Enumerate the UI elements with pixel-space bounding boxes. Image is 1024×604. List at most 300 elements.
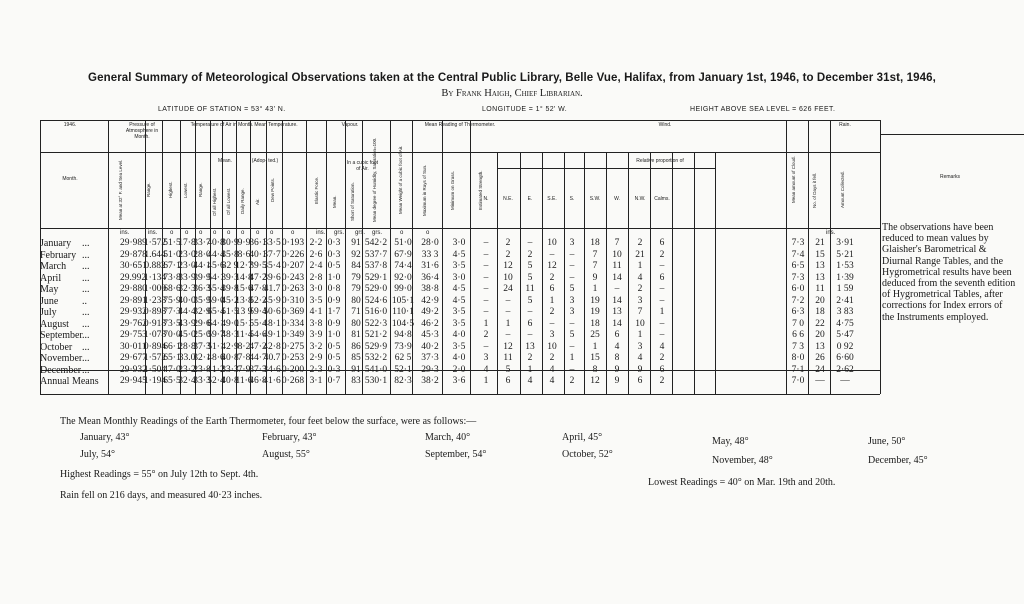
table-cell: – [483, 272, 489, 283]
table-cell: 1·572 [143, 353, 167, 363]
table-cell: 29.992 [120, 272, 147, 283]
table-cell: 51·0 [163, 249, 181, 260]
table-cell: 3·1 [309, 376, 323, 386]
table-cell: 0·207 [281, 261, 305, 271]
table-cell: 110·1 [392, 307, 414, 317]
table-cell: 0·5 [327, 341, 341, 352]
table-cell: 51·0 [394, 238, 412, 248]
table-cell: 14 [612, 295, 622, 306]
month-header: Month. [62, 176, 78, 182]
table-cell: 7·4 [791, 249, 805, 260]
table-cell: 4 [483, 364, 489, 375]
table-cell: 37·3 [249, 364, 267, 375]
table-cell: 29·753 [120, 330, 147, 340]
table-cell: 6·60 [836, 353, 854, 363]
table-cell: 29·989 [120, 238, 147, 248]
table-cell: 49·0 [221, 318, 239, 329]
table-cell: 49·1 [263, 330, 281, 340]
table-cell: 7·9 [237, 364, 251, 375]
row-label: October [40, 341, 73, 353]
row-label: December [40, 364, 82, 376]
row-label: February [40, 249, 77, 261]
table-cell: 10 [503, 272, 513, 283]
unit-label: ins. [120, 230, 130, 236]
relative-header: Relative proportion of [636, 158, 684, 164]
table-cell: 28·8 [178, 341, 196, 352]
table-cell: 73·5 [163, 318, 181, 329]
table-cell: 10 [612, 249, 622, 260]
table-cell: 33·3 [221, 364, 239, 375]
row-dots: ... [82, 249, 90, 261]
table-cell: 41·2 [207, 364, 225, 375]
table-cell: 7·2 [791, 295, 805, 306]
table-cell: 4·1 [309, 307, 323, 317]
unit-label: o [256, 230, 260, 236]
unit-label: grs. [334, 230, 345, 236]
row-label: June [40, 295, 59, 307]
unit-label: grs. [372, 230, 383, 236]
table-cell: 13 [815, 272, 825, 283]
table-cell: 26 [815, 353, 825, 363]
table-cell: 2·2 [309, 238, 323, 248]
table-cell: – [505, 295, 511, 306]
table-cell: 79 [351, 272, 361, 283]
table-cell: 25 [590, 330, 600, 340]
table-cell: 19 [590, 307, 600, 317]
table-cell: 0.882 [144, 261, 166, 271]
table-cell: 48·6 [207, 353, 225, 363]
table-cell: 1.644 [144, 249, 166, 260]
table-cell: 529·1 [364, 272, 388, 283]
earth-jun: June, 50° [868, 436, 906, 447]
table-cell: 80 [351, 318, 361, 329]
table-cell: 85 [351, 353, 361, 363]
table-cell: 1·194 [143, 376, 167, 386]
table-cell: 79 [351, 284, 361, 294]
table-cell: – [483, 307, 489, 317]
table-cell: 42·8 [263, 341, 281, 352]
table-cell: 7 0 [792, 318, 804, 329]
table-cell: 0·894 [143, 341, 167, 352]
year-header: 1946. [63, 122, 77, 128]
table-cell: – [483, 284, 489, 294]
table-cell: 4·5 [452, 249, 466, 260]
table-cell: 50·6 [263, 307, 281, 317]
table-cell: 65·4 [207, 307, 225, 317]
unit-label: o [400, 230, 404, 236]
table-cell: 1 [659, 307, 665, 317]
table-cell: 39·5 [249, 261, 267, 271]
table-cell: 2·9 [309, 353, 323, 363]
table-cell: 6 [659, 364, 665, 375]
rain-amount-header: Amount Collected. [840, 171, 845, 209]
table-cell: – [659, 330, 665, 340]
table-cell: 1 [483, 318, 489, 329]
adopted-header: (Adop- ted.) [251, 158, 279, 164]
table-cell: 0·243 [281, 272, 305, 283]
table-cell: 77·3 [163, 307, 181, 317]
table-cell: 537·8 [364, 261, 388, 271]
table-cell: 0·193 [281, 238, 305, 248]
table-cell: 6·5 [791, 261, 805, 271]
table-cell: 46·8 [249, 376, 267, 386]
table-cell: 75·9 [163, 295, 181, 306]
table-cell: 1·0 [327, 272, 341, 283]
table-cell: 52·4 [207, 376, 225, 386]
table-cell: 13·8 [235, 295, 253, 306]
table-cell: – [569, 364, 575, 375]
table-cell: 37·7 [263, 249, 281, 260]
lowest-reading: Lowest Readings = 40° on Mar. 19th and 20th. [648, 477, 836, 488]
table-cell: 4 [659, 341, 665, 352]
table-cell: 34·6 [263, 364, 281, 375]
table-cell: 12 [503, 341, 513, 352]
table-cell: 19 [590, 295, 600, 306]
earth-aug: August, 55° [262, 449, 310, 460]
table-cell: 11 [525, 284, 535, 294]
table-cell: 40·2 [421, 341, 439, 352]
table-cell: 1 [569, 353, 575, 363]
row-dots: ... [82, 307, 90, 318]
row-dots: ... [82, 330, 90, 341]
table-cell: 5 [527, 261, 533, 271]
table-cell: 32·3 [178, 284, 196, 294]
table-cell: 52·2 [249, 295, 267, 306]
table-cell: 91 [351, 238, 361, 248]
table-cell: 24 [503, 284, 513, 294]
table-cell: 5 [527, 272, 533, 283]
table-cell: 45·9 [263, 295, 281, 306]
table-cell: 9 [637, 364, 643, 375]
table-cell: 39·3 [221, 272, 239, 283]
table-cell: 0·5 [327, 353, 341, 363]
table-cell: 5 [505, 364, 511, 375]
table-cell: – [569, 318, 575, 329]
table-cell: 12 [590, 376, 600, 386]
vapour-header: Vapour. [341, 122, 359, 128]
table-cell: 1 [483, 376, 489, 386]
table-cell: 17·8 [178, 238, 196, 248]
table-cell: 1 [527, 364, 533, 375]
unit-label: o [270, 230, 274, 236]
table-cell: 36·1 [249, 238, 267, 248]
table-cell: 15 [815, 249, 825, 260]
unit-label: o [170, 230, 174, 236]
table-cell: 2·3 [309, 364, 323, 375]
table-cell: 35·4 [263, 261, 281, 271]
table-cell: 2 [483, 330, 489, 340]
table-cell: 21 [815, 238, 825, 248]
table-cell: 40·8 [221, 353, 239, 363]
table-cell: 45·6 [207, 261, 225, 271]
table-cell: 40·0 [178, 295, 196, 306]
table-cell: – [483, 249, 489, 260]
table-cell: 47·0 [163, 364, 181, 375]
table-cell: 64·1 [207, 318, 225, 329]
table-cell: 6·0 [791, 284, 805, 294]
row-label: November [40, 353, 83, 364]
table-cell: 105·1 [391, 295, 415, 306]
table-cell: 23·2 [178, 364, 196, 375]
table-cell: 13 9 [235, 307, 253, 317]
table-cell: 6 [659, 272, 665, 283]
table-cell: 24 [815, 364, 825, 375]
table-cell: 67·1 [163, 261, 181, 271]
daily-range-header: Daily Range. [240, 188, 245, 215]
table-cell: 4 [637, 353, 643, 363]
table-cell: 38·8 [421, 284, 439, 294]
row-dots: ... [82, 284, 90, 295]
row-label: July [40, 307, 57, 318]
table-cell: 0·898 [143, 307, 167, 317]
table-cell: 9·9 [237, 238, 251, 248]
table-cell: 33.0 [178, 353, 196, 363]
earth-jul: July, 54° [80, 449, 116, 460]
range-header: Range. [198, 182, 203, 198]
table-cell: 2·6 [309, 249, 323, 260]
table-cell: 11 [503, 353, 513, 363]
remarks-text: The observations have been reduced to mean values by Glaisher's Barometrical & Diurnal Range Tables, and the Hygrometrical results have been deduced from the seventh edition of Hygrometrical Tables, after corrections for Index errors of the Instruments employed. [882, 222, 1016, 323]
table-cell: 0·3 [327, 238, 341, 248]
table-cell: 51·5 [221, 307, 239, 317]
table-cell: 3 [483, 353, 489, 363]
table-cell: 529·9 [364, 341, 388, 352]
table-cell: 91 [351, 364, 361, 375]
table-cell: 104·5 [391, 318, 415, 329]
temp-header: Temperature of Air in Month. [190, 122, 254, 128]
table-cell: – [483, 238, 489, 248]
table-cell: 73·9 [394, 341, 412, 352]
cubic-header: In a cubic foot of Air. [346, 160, 379, 172]
table-cell: 36·3 [193, 284, 211, 294]
table-cell: 7·1 [791, 364, 805, 375]
table-cell: 47·8 [249, 284, 267, 294]
row-label: May [40, 284, 59, 295]
table-cell: 23·8 [193, 364, 211, 375]
table-cell: – [483, 341, 489, 352]
table-cell: 30·011 [120, 341, 147, 352]
table-cell: 9 [614, 376, 620, 386]
table-cell: 3·8 [309, 318, 323, 329]
table-cell: 3·0 [452, 272, 466, 283]
table-cell: 82·3 [394, 376, 412, 386]
table-cell: 1·504 [143, 364, 167, 375]
earth-intro: The Mean Monthly Readings of the Earth Thermometer, four feet below the surface, were as follows:— [60, 416, 477, 427]
table-cell: 6 [549, 284, 555, 294]
table-cell: – [505, 330, 511, 340]
table-cell: 54·1 [207, 272, 225, 283]
table-cell: 5 [527, 295, 533, 306]
grass-header: Minimum on Grass. [450, 170, 455, 210]
mean-temp-header: Mean Temperature. [254, 122, 298, 128]
unit-label: o [199, 230, 203, 236]
table-cell: 92 [351, 249, 361, 260]
wind-dir-header: S.W. [589, 196, 601, 202]
table-cell: 7 3 [792, 341, 804, 352]
table-cell: 2 [549, 353, 555, 363]
wind-dir-header: S. [569, 196, 575, 202]
table-cell: 65·1 [163, 353, 181, 363]
table-cell: 1 59 [836, 284, 854, 294]
wind-dir-header: N. [483, 196, 489, 202]
table-cell: 12·7 [235, 261, 253, 271]
table-cell: 7 [637, 307, 643, 317]
table-cell: 0·253 [281, 353, 305, 363]
table-cell: – [659, 261, 665, 271]
unit-label: ins. [826, 230, 836, 236]
table-cell: 4·5 [452, 284, 466, 294]
unit-label: o [213, 230, 217, 236]
table-cell: 29·891 [120, 295, 147, 306]
table-cell: 38·2 [421, 376, 439, 386]
table-cell: 530·1 [364, 376, 388, 386]
table-cell: 541·0 [364, 364, 388, 375]
lowest-header: Lowest. [183, 182, 188, 198]
table-cell: 65·5 [163, 376, 181, 386]
table-cell: 28·0 [193, 249, 211, 260]
table-cell: 39·6 [263, 272, 281, 283]
earth-feb: February, 43° [262, 432, 317, 443]
table-cell: 43·9 [178, 318, 196, 329]
table-cell: 10 [547, 341, 557, 352]
table-cell: – [659, 318, 665, 329]
table-cell: 84 [351, 261, 361, 271]
table-cell: 39·9 [193, 272, 211, 283]
pressure-header: Pressure of Atmosphere in Month. [125, 122, 159, 140]
table-cell: 0·8 [327, 284, 341, 294]
table-cell: 1 [549, 295, 555, 306]
table-cell: 15·6 [235, 284, 253, 294]
table-cell: 3·9 [309, 330, 323, 340]
table-cell: 33·7 [193, 238, 211, 248]
table-cell: 48·1 [263, 318, 281, 329]
table-cell: 0·9 [327, 295, 341, 306]
table-cell: – [659, 295, 665, 306]
table-cell: 74·4 [394, 261, 412, 271]
table-cell: 42·9 [221, 341, 239, 352]
table-cell: 18 [590, 238, 600, 248]
table-cell: 2·41 [836, 295, 854, 306]
table-cell: 25·0 [193, 330, 211, 340]
highest-header: Highest. [168, 181, 173, 199]
row-dots: ... [82, 261, 90, 272]
table-cell: 33·5 [263, 238, 281, 248]
row-dots: ... [82, 238, 90, 249]
table-cell: 4·0 [452, 353, 466, 363]
table-cell: 18 [815, 307, 825, 317]
table-cell: 1·572 [143, 238, 167, 248]
table-cell: 2·4 [309, 261, 323, 271]
table-cell: 0·275 [281, 341, 305, 352]
row-label: April [40, 272, 62, 284]
table-cell: 3 [569, 238, 575, 248]
earth-jan: January, 43° [80, 432, 130, 443]
table-cell: 40.7 [263, 353, 281, 363]
unit-label: o [227, 230, 231, 236]
rain-days-header: No. of Days it fell. [812, 172, 817, 208]
air-header: Air. [255, 198, 260, 205]
row-dots: ... [82, 364, 90, 376]
table-cell: 92·0 [394, 272, 412, 283]
table-cell: 5·21 [836, 249, 854, 260]
table-cell: 2 [549, 307, 555, 317]
table-cell: 7·3 [791, 238, 805, 248]
table-cell: – [614, 284, 620, 294]
table-cell: 83 [351, 376, 361, 386]
humidity-header: Mean degree of Humidity, Saturation=100. [372, 137, 377, 223]
table-cell: 32 9 [221, 261, 239, 271]
table-cell: 1·238 [143, 295, 167, 306]
table-cell: 3·5 [452, 261, 466, 271]
unit-label: ins. [148, 230, 158, 236]
table-cell: 23·0 [178, 249, 196, 260]
table-cell: 15·1 [235, 318, 253, 329]
table-cell: 28·0 [421, 238, 439, 248]
table-cell: 529·0 [364, 284, 388, 294]
table-cell: 0·200 [281, 364, 305, 375]
table-cell: 0·918 [143, 318, 167, 329]
table-cell: 32·9 [193, 307, 211, 317]
table-cell: 59·4 [249, 307, 267, 317]
table-cell: 0·3 [327, 249, 341, 260]
table-cell: 10 [547, 238, 557, 248]
table-cell: 36·4 [421, 272, 439, 283]
short-sat-header: Short of Saturation. [350, 182, 355, 221]
table-cell: 12 [503, 261, 513, 271]
table-cell: 1·078 [143, 330, 167, 340]
table-cell: 2 [527, 249, 533, 260]
table-cell: 3 [637, 295, 643, 306]
earth-may: May, 48° [712, 436, 749, 447]
row-dots: .. [82, 295, 87, 307]
table-cell: 0·369 [281, 307, 305, 317]
table-cell: 33 3 [421, 249, 439, 260]
table-cell: 45·3 [421, 330, 439, 340]
sun-header: Maximum in Rays of Sun. [422, 164, 427, 216]
table-cell: 2 [505, 238, 511, 248]
table-cell: 1 [637, 261, 643, 271]
row-label: September [40, 330, 83, 341]
table-cell: 46·2 [421, 318, 439, 329]
table-cell: 4 [614, 341, 620, 352]
rain-note: Rain fell on 216 days, and measured 40·23 inches. [60, 490, 263, 501]
table-cell: – [505, 307, 511, 317]
wind-dir-header: N.W. [634, 196, 646, 202]
unit-label: o [426, 230, 430, 236]
table-cell: 41.7 [263, 284, 281, 294]
table-cell: — [840, 376, 850, 386]
table-cell: 68·6 [163, 284, 181, 294]
table-cell: 3·91 [836, 238, 854, 248]
table-cell: – [569, 272, 575, 283]
table-cell: 0 92 [836, 341, 854, 352]
table-cell: 9 [614, 364, 620, 375]
table-cell: 8·6 [237, 249, 251, 260]
table-cell: 29·3 [421, 364, 439, 375]
table-cell: 1 [637, 330, 643, 340]
table-cell: 8·0 [791, 353, 805, 363]
table-cell: 30·9 [221, 238, 239, 248]
table-cell: 2 [637, 284, 643, 294]
elastic-header: Elastic Force. [314, 176, 319, 204]
table-cell: 37·3 [193, 341, 211, 352]
station-latitude: LATITUDE OF STATION = 53° 43' N. [158, 106, 286, 113]
table-cell: 11·6 [235, 376, 253, 386]
wind-dir-header: S.E. [547, 196, 557, 202]
unit-label: grs. [355, 230, 366, 236]
table-cell: 44·1 [193, 261, 211, 271]
rain-header: Rain. [839, 122, 851, 128]
